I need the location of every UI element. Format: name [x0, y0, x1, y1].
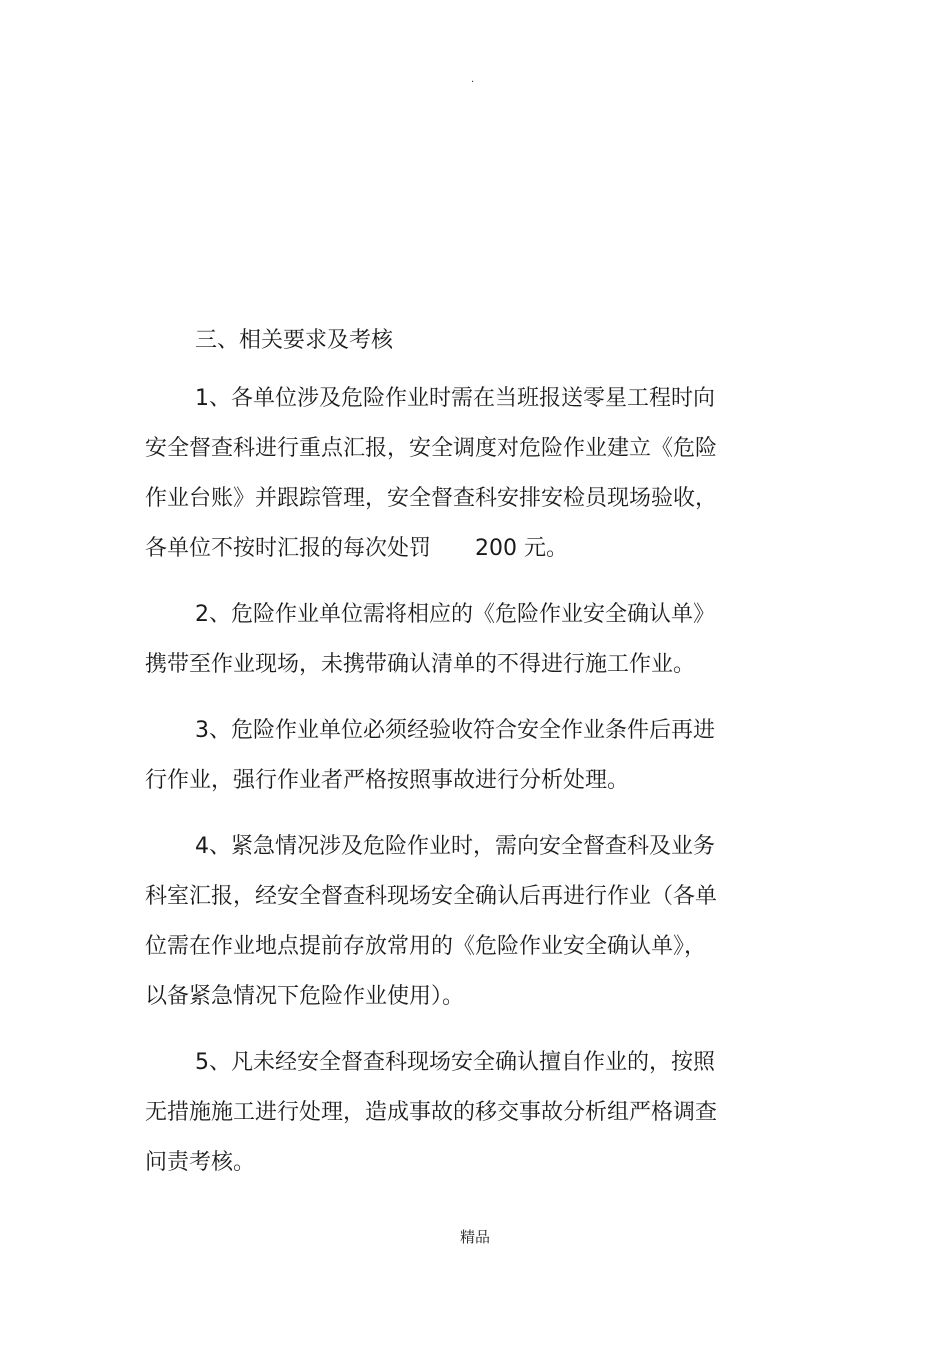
paragraph-line: 无措施施工进行处理，造成事故的移交事故分析组严格调查 [145, 1100, 718, 1125]
paragraph-line: 以备紧急情况下危险作业使用）。 [145, 984, 465, 1009]
paragraph-line: 问责考核。 [145, 1150, 256, 1175]
paragraph-line: 科室汇报，经安全督查科现场安全确认后再进行作业（各单 [145, 884, 718, 909]
requirement-item-5 [145, 1038, 745, 1188]
paragraph-line: 安全督查科进行重点汇报，安全调度对危险作业建立《危险 [145, 436, 718, 461]
section-heading: 三、相关要求及考核 [195, 328, 394, 353]
requirement-item-2 [145, 590, 745, 690]
paragraph-line: 1、各单位涉及危险作业时需在当班报送零星工程时向 [195, 386, 715, 411]
paragraph-line: 行作业，强行作业者严格按照事故进行分析处理。 [145, 768, 630, 793]
document-body [145, 322, 745, 1188]
requirement-item-1 [145, 374, 745, 574]
footer-label: 精品 [459, 1228, 490, 1246]
requirement-item-3 [145, 706, 745, 806]
paragraph-line: 各单位不按时汇报的每次处罚 200 元。 [145, 536, 568, 561]
paragraph-line: 4、紧急情况涉及危险作业时，需向安全督查科及业务 [195, 834, 715, 859]
paragraph-line: 携带至作业现场，未携带确认清单的不得进行施工作业。 [145, 652, 696, 677]
paragraph-line: 3、危险作业单位必须经验收符合安全作业条件后再进 [195, 718, 715, 743]
paragraph-line: 5、凡未经安全督查科现场安全确认擅自作业的，按照 [195, 1050, 715, 1075]
paragraph-line: 位需在作业地点提前存放常用的《危险作业安全确认单》， [145, 934, 707, 959]
requirement-item-4 [145, 822, 745, 1022]
paragraph-line: 作业台账》并跟踪管理，安全督查科安排安检员现场验收， [145, 486, 718, 511]
paragraph-line: 2、危险作业单位需将相应的《危险作业安全确认单》 [195, 602, 715, 627]
header-dot: . [471, 74, 475, 85]
